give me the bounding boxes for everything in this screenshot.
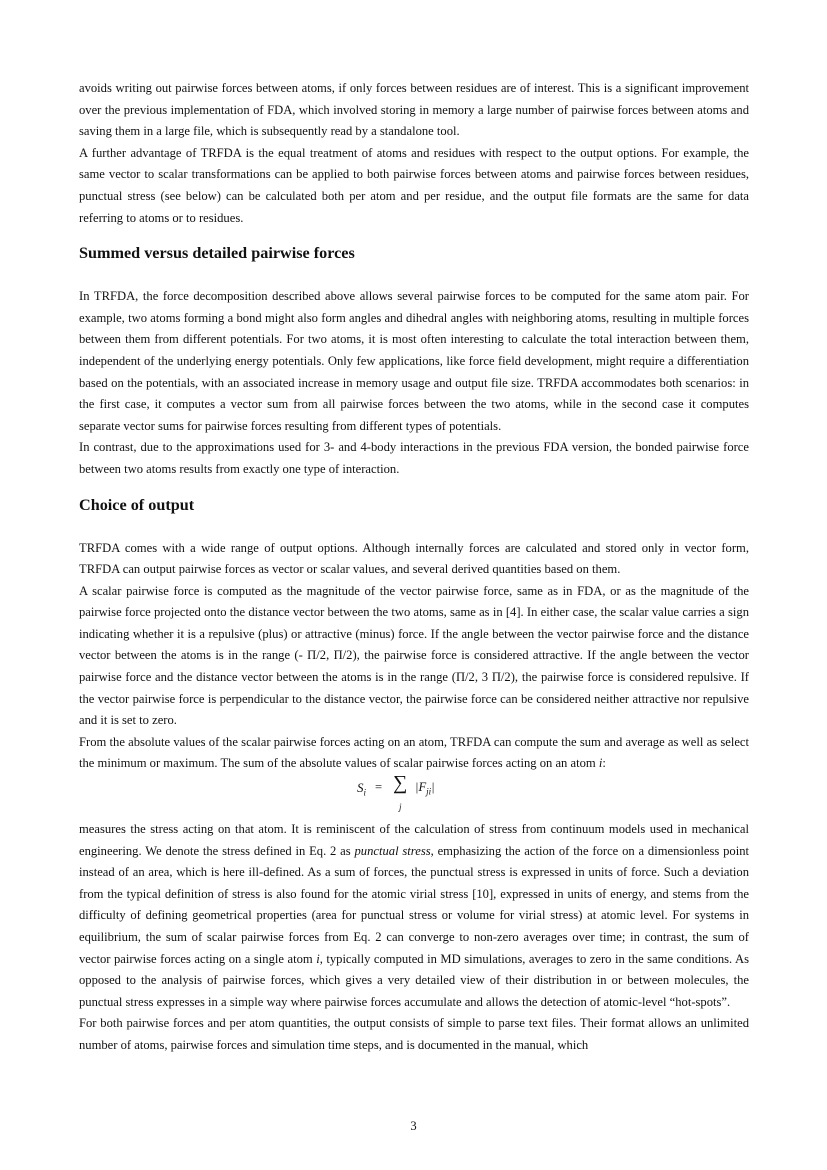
paragraph: In contrast, due to the approximations used for 3- and 4-body interactions in the previous FDA version, the bonded pairwise force between two atoms results from exactly one type of interaction.: [79, 440, 749, 476]
paragraph: avoids writing out pairwise forces between atoms, if only forces between residues are of interest. This is a significant improvement over the previous implementation of FDA, which involved storing in memory a large number of pairwise forces between atoms and saving them in a large file, which is subsequently read by a standalone tool.: [79, 81, 749, 139]
equation-punctual-stress: [79, 772, 749, 819]
equation-equals: =: [375, 780, 383, 795]
section-heading-choice: Choice of output: [79, 495, 195, 514]
summation-symbol: ∑: [393, 772, 408, 795]
text-run: , typically computed in MD simulations, averages to zero in the same conditions. As opposed to the analysis of pairwise forces, which gives a very detailed view of their distribution in or between molecules, the punctual stress expresses in a simple way where pairwise forces accumulate and allows the detection of atomic-level “hot-spots”.: [79, 951, 749, 1009]
math-variable: i: [598, 756, 603, 771]
text-run: measures the stress acting on that atom. It is reminiscent of the calculation of stress from continuum models used in mechanical engineering. We denote the stress defined in Eq. 2 as: [79, 822, 749, 858]
equation-lhs: $S_i$: [357, 780, 367, 798]
equation-rhs: $|F_{ji}|$: [415, 780, 435, 797]
section-heading-summed: Summed versus detailed pairwise forces: [79, 244, 355, 263]
paragraph: TRFDA comes with a wide range of output options. Although internally forces are calculated and stored only in vector form, TRFDA can output pairwise forces as vector or scalar values, and several derived quantities based on them.: [79, 540, 749, 577]
paragraph: [79, 819, 749, 1013]
page-number: 3: [410, 1119, 417, 1133]
text-run: , emphasizing the action of the force on a dimensionless point instead of an area, which is here ill-defined. As a sum of forces, the punctual stress is expressed in units of force. Such a deviation from the typical definition of stress is also found for the atomic virial stress [10], expressed in units of energy, and stems from the difficulty of defining geometrical properties (area for punctual stress or volume for virial stress) at atomic level. For systems in equilibrium, the sum of scalar pairwise forces from Eq. 2 can converge to non-zero averages over time; in contrast, the sum of vector pairwise forces acting on a single atom: [79, 843, 749, 966]
emphasis: punctual stress: [354, 843, 431, 858]
summation-index: j: [399, 802, 402, 813]
math-variable: i: [316, 951, 320, 966]
paragraph: For both pairwise forces and per atom quantities, the output consists of simple to parse text files. Their format allows an unlimited number of atoms, pairwise forces and simulation time steps, and is documented in the manual, which: [79, 1016, 749, 1052]
page-body: [79, 78, 749, 1057]
paragraph: A further advantage of TRFDA is the equal treatment of atoms and residues with respect to the output options. For example, the same vector to scalar transformations can be applied to both pairwise forces between atoms and pairwise forces between residues, punctual stress (see below) can be calculated both per atom and per residue, and the output file formats are the same for data referring to atoms or to residues.: [79, 145, 749, 225]
paragraph: [79, 732, 749, 775]
text-run: From the absolute values of the scalar pairwise forces acting on an atom, TRFDA can compute the sum and average as well as select the minimum or maximum. The sum of the absolute values of scalar pairwise forces acting on an atom: [79, 734, 749, 771]
text-run: :: [602, 756, 606, 771]
paragraph: A scalar pairwise force is computed as the magnitude of the vector pairwise force, same as in FDA, or as the magnitude of the pairwise force projected onto the distance vector between the two atoms, same as in [4]. In either case, the scalar value carries a sign indicating whether it is a repulsive (plus) or attractive (minus) force. If the angle between the vector pairwise force and the distance vector between the atoms is in the range (- Π/2, Π/2), the pairwise force is considered attractive. If the angle between the vector pairwise force and the distance vector between the atoms is in the range (Π/2, 3 Π/2), the pairwise force is considered repulsive. If the vector pairwise force is perpendicular to the distance vector, the pairwise force can be considered neither attractive nor repulsive and it is set to zero.: [79, 583, 749, 728]
paragraph: In TRFDA, the force decomposition described above allows several pairwise forces to be computed for the same atom pair. For example, two atoms forming a bond might also form angles and dihedral angles with neighboring atoms, resulting in multiple forces between them from different potentials. For two atoms, it is most often interesting to calculate the total interaction between them, independent of the underlying energy potentials. Only few applications, like force field development, might require a differentiation based on the potentials, with an associated increase in memory usage and output file size. TRFDA accommodates both scenarios: in the first case, it computes a vector sum from all pairwise forces between the two atoms, while in the second case it computes separate vector sums for pairwise forces resulting from different types of potentials.: [79, 289, 749, 433]
